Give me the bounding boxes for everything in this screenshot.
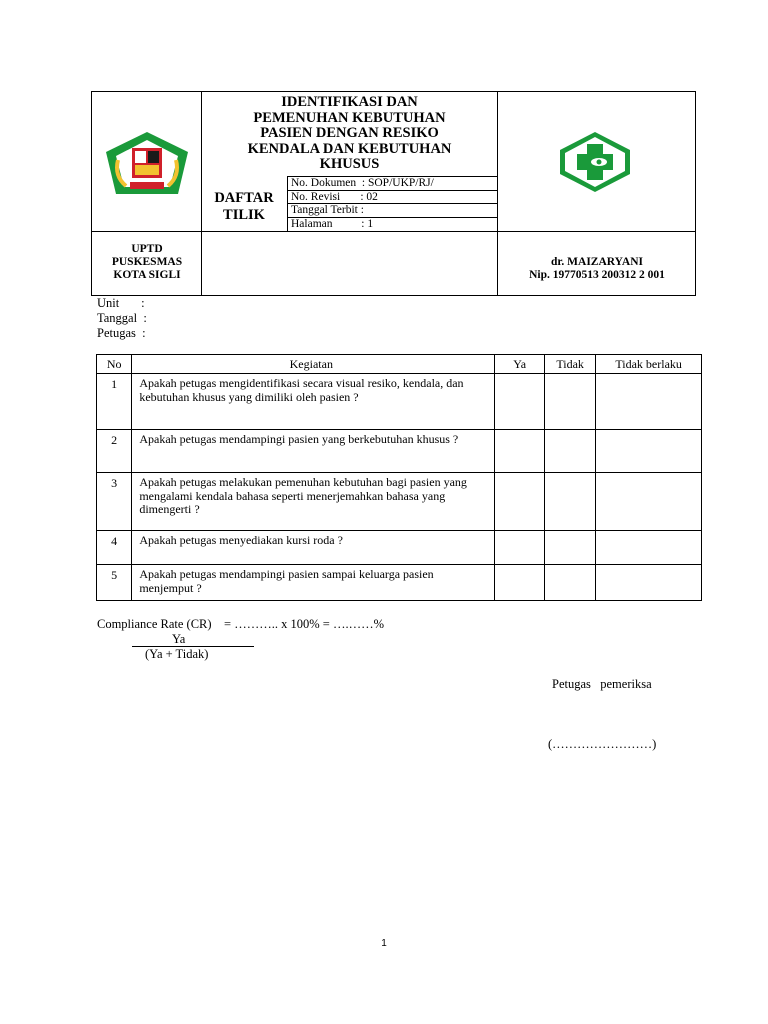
table-row — [97, 374, 702, 430]
answer-ya-cell[interactable] — [495, 473, 545, 531]
col-header-kegiatan: Kegiatan — [132, 355, 495, 374]
tanggal-field: Tanggal : — [97, 311, 147, 325]
row-number: 1 — [97, 374, 132, 430]
row-question: Apakah petugas menyediakan kursi roda ? — [132, 531, 495, 565]
title-line: PASIEN DENGAN RESIKO — [260, 125, 439, 141]
doc-issue-date: Tanggal Terbit : — [291, 204, 364, 216]
org-line: UPTD — [131, 243, 163, 255]
answer-tidak-cell[interactable] — [545, 565, 596, 601]
daftar-line: DAFTAR — [214, 190, 274, 206]
title-line: KENDALA DAN KEBUTUHAN — [247, 140, 452, 157]
doc-revision: No. Revisi : 02 — [291, 191, 378, 203]
col-header-tidak-berlaku: Tidak berlaku — [596, 355, 702, 374]
row-question: Apakah petugas melakukan pemenuhan kebutuhan bagi pasien yang mengalami kendala bahasa seperti menerjemahkan bahasa yang dimengerti ? — [132, 473, 495, 531]
col-header-tidak: Tidak — [545, 355, 596, 374]
compliance-denominator: (Ya + Tidak) — [145, 647, 209, 661]
org-line: KOTA SIGLI — [113, 269, 181, 281]
title-line: PEMENUHAN KEBUTUHAN — [253, 109, 446, 126]
answer-tidak-berlaku-cell[interactable] — [596, 374, 702, 430]
head-nip: Nip. 19770513 200312 2 001 — [529, 269, 665, 281]
row-number: 2 — [97, 430, 132, 473]
answer-tidak-berlaku-cell[interactable] — [596, 473, 702, 531]
document-title — [202, 95, 497, 173]
daftar-line: TILIK — [223, 207, 265, 223]
table-row — [97, 473, 702, 531]
answer-tidak-cell[interactable] — [545, 531, 596, 565]
page-number: 1 — [381, 938, 387, 949]
answer-tidak-berlaku-cell[interactable] — [596, 531, 702, 565]
checklist-table — [96, 354, 702, 601]
daftar-tilik-label — [202, 190, 286, 224]
row-number: 3 — [97, 473, 132, 531]
compliance-rate-formula: Compliance Rate (CR) = ……….. x 100% = ….……% — [97, 617, 384, 631]
answer-ya-cell[interactable] — [495, 565, 545, 601]
row-question: Apakah petugas mendampingi pasien yang berkebutuhan khusus ? — [132, 430, 495, 473]
row-number: 5 — [97, 565, 132, 601]
answer-tidak-berlaku-cell[interactable] — [596, 430, 702, 473]
regional-crest-logo-icon — [104, 130, 190, 196]
col-header-ya: Ya — [495, 355, 545, 374]
compliance-numerator: Ya — [172, 632, 186, 646]
head-name: dr. MAIZARYANI — [550, 256, 644, 268]
row-question: Apakah petugas mengidentifikasi secara visual resiko, kendala, dan kebutuhan khusus yang dimiliki oleh pasien ? — [132, 374, 495, 430]
answer-tidak-berlaku-cell[interactable] — [596, 565, 702, 601]
title-line: IDENTIFIKASI DAN — [281, 94, 418, 110]
answer-ya-cell[interactable] — [495, 374, 545, 430]
unit-field: Unit : — [97, 296, 145, 310]
col-header-no: No — [97, 355, 132, 374]
table-row — [97, 531, 702, 565]
petugas-field: Petugas : — [97, 326, 146, 340]
organization-name — [92, 243, 202, 282]
doc-number: No. Dokumen : SOP/UKP/RJ/ — [291, 177, 434, 189]
answer-tidak-cell[interactable] — [545, 473, 596, 531]
table-row — [97, 430, 702, 473]
org-line: PUSKESMAS — [111, 256, 183, 268]
puskesmas-cross-logo-icon — [558, 130, 632, 194]
title-line: KHUSUS — [319, 156, 380, 172]
inspector-signature-blank: (……………………) — [548, 737, 657, 751]
head-signature-block — [498, 256, 696, 282]
table-row — [97, 565, 702, 601]
row-question: Apakah petugas mendampingi pasien sampai keluarga pasien menjemput ? — [132, 565, 495, 601]
row-number: 4 — [97, 531, 132, 565]
inspector-label: Petugas pemeriksa — [552, 677, 652, 691]
doc-page: Halaman : 1 — [291, 218, 374, 230]
header-divider — [92, 231, 695, 232]
answer-tidak-cell[interactable] — [545, 374, 596, 430]
answer-ya-cell[interactable] — [495, 531, 545, 565]
answer-tidak-cell[interactable] — [545, 430, 596, 473]
table-header-row — [97, 355, 702, 374]
document-header — [91, 91, 696, 296]
answer-ya-cell[interactable] — [495, 430, 545, 473]
